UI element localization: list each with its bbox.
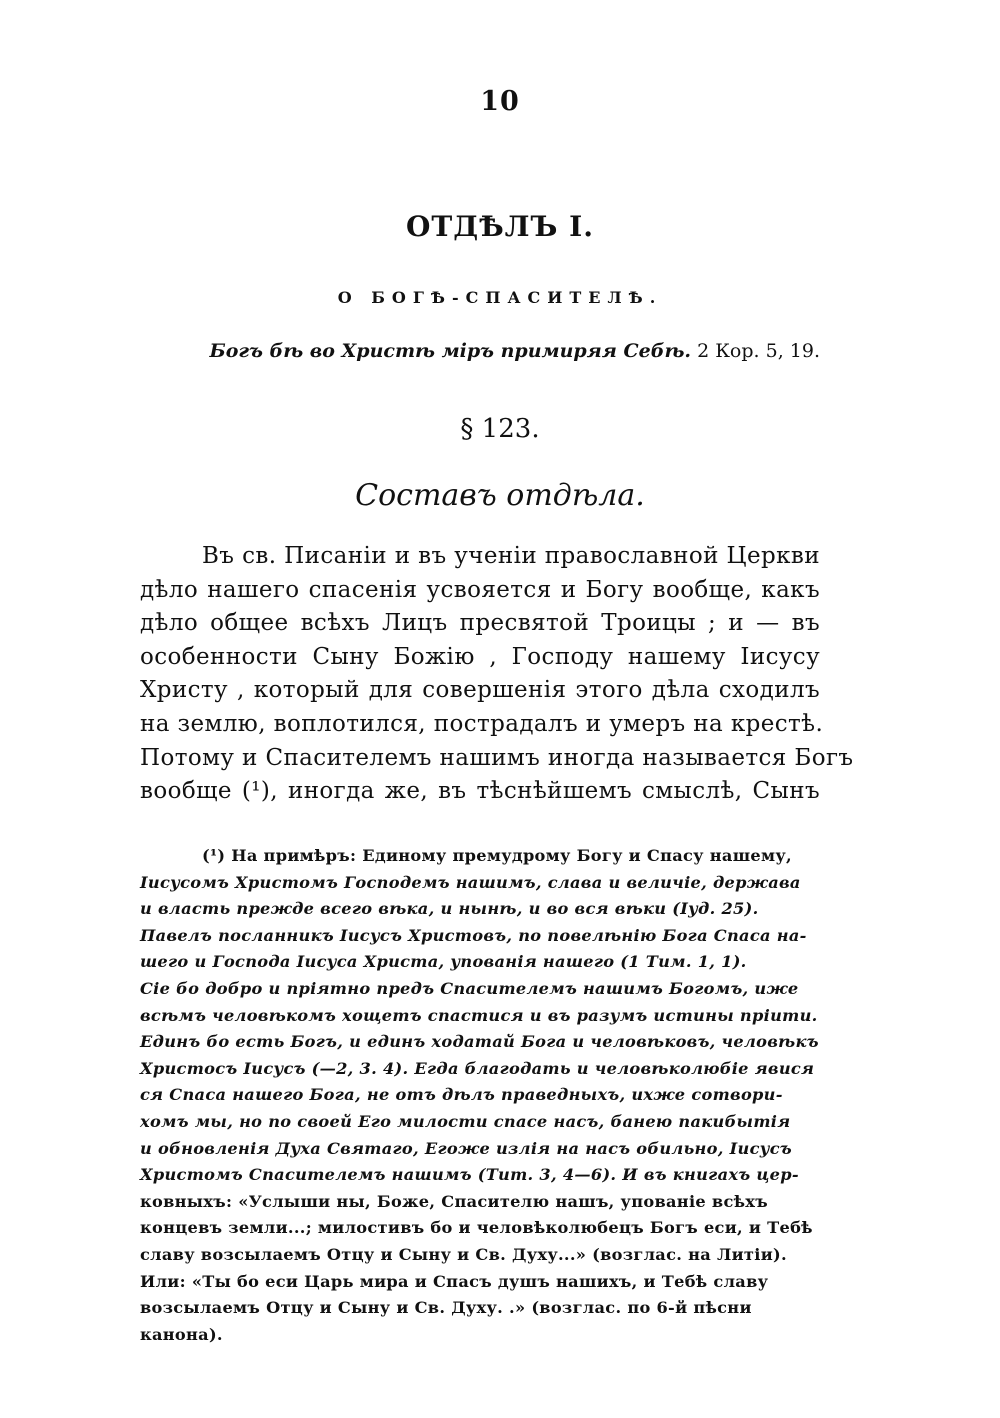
paragraph-number: § 123. (460, 414, 540, 444)
footnote-line: Сіе бо добро и пріятно предъ Спасителемъ нашимъ Богомъ, иже (140, 978, 799, 998)
body-line: Въ св. Писаніи и въ ученіи православной Церкви (202, 543, 820, 569)
body-line: на землю, воплотился, пострадалъ и умеръ на крестѣ. (140, 710, 824, 737)
body-line: Христу , который для совершенія этого дѣла сходилъ (140, 677, 820, 704)
body-line: дѣло нашего спасенія усвояется и Богу вообще, какъ (140, 576, 820, 603)
footnote-line: Единъ бо есть Богъ, и единъ ходатай Бога и человѣковъ, человѣкъ (140, 1032, 819, 1052)
footnote-line: канона). (140, 1324, 223, 1344)
footnote-line: всѣмъ человѣкомъ хощетъ спастися и въ разумъ истины пріити. (140, 1005, 818, 1025)
footnote-line: Или: «Ты бо еси Царь мира и Спасъ душъ нашихъ, и Тебѣ славу (140, 1271, 769, 1291)
body-text (140, 540, 854, 809)
epigraph-reference: 2 Кор. 5, 19. (697, 340, 820, 362)
epigraph (209, 340, 820, 362)
footnote-line: хомъ мы, но по своей Его милости спасе насъ, банею пакибытія (140, 1111, 791, 1131)
footnote-line: ся Спаса нашего Бога, не отъ дѣлъ праведныхъ, ихже сотвори- (140, 1085, 783, 1105)
epigraph-quote: Богъ бѣ во Христѣ міръ примиряя Себѣ. (209, 340, 692, 362)
footnote-line: Христомъ Спасителемъ нашимъ (Тит. 3, 4—6). И въ книгахъ цер- (140, 1165, 799, 1185)
footnote-line: и обновленія Духа Святаго, Егоже излія на насъ обильно, Іисусъ (140, 1138, 792, 1158)
body-line: вообще (¹), иногда же, въ тѣснѣйшемъ смыслѣ, Сынъ (140, 778, 820, 805)
footnote-line: Павелъ посланникъ Іисусъ Христовъ, по повелѣнію Бога Спаса на- (140, 925, 807, 945)
section-title: ОТДѢЛЪ I. (406, 210, 594, 243)
footnote-line: славу возсылаемъ Отцу и Сыну и Св. Духу...» (возглас. на Литіи). (140, 1244, 787, 1264)
subsection-title: Составъ отдѣла. (355, 478, 645, 513)
footnote-line: ковныхъ: «Услыши ны, Боже, Спасителю нашъ, упованіе всѣхъ (140, 1191, 768, 1211)
body-line: дѣло общее всѣхъ Лицъ пресвятой Троицы ; и — въ (140, 610, 820, 637)
body-line: особенности Сыну Божію , Господу нашему Іисусу (140, 643, 820, 670)
footnote-line: и власть прежде всего вѣка, и нынѣ, и во вся вѣки (Іуд. 25). (140, 899, 759, 919)
footnote-line: шего и Господа Іисуса Христа, упованія нашего (1 Тим. 1, 1). (140, 952, 747, 972)
footnote-line: возсылаемъ Отцу и Сыну и Св. Духу. .» (возглас. по 6-й пѣсни (140, 1298, 752, 1318)
footnote (140, 843, 820, 1348)
footnote-line: Христосъ Іисусъ (—2, 3. 4). Егда благодать и человѣколюбіе явися (140, 1058, 815, 1078)
footnote-line: (¹) На примѣръ: Единому премудрому Богу и Спасу нашему, (202, 846, 792, 865)
page-number: 10 (480, 86, 520, 117)
body-line: Потому и Спасителемъ нашимъ иногда называется Богъ (140, 744, 854, 771)
section-subtitle: О БОГѢ-СПАСИТЕЛѢ. (337, 288, 663, 307)
footnote-line: Іисусомъ Христомъ Господемъ нашимъ, слава и величіе, держава (140, 872, 801, 892)
footnote-line: концевъ земли...; милостивъ бо и человѣколюбецъ Богъ еси, и Тебѣ (140, 1218, 813, 1238)
